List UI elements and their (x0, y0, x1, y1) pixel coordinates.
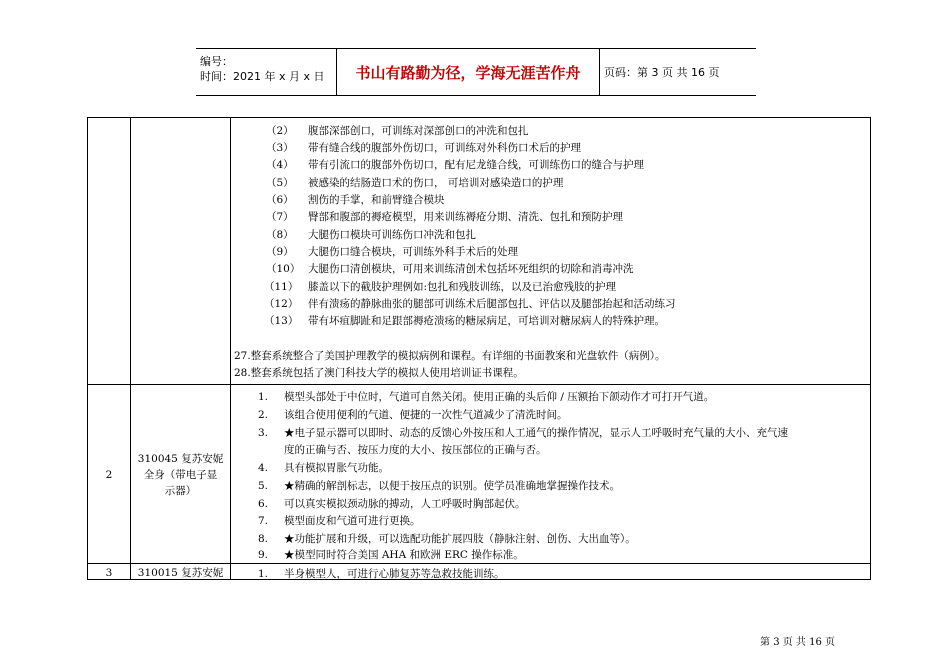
item-text: 伴有溃疡的静脉曲张的腿部可训练术后腿部包扎、评估以及腿部抬起和活动练习 (308, 298, 676, 310)
item-number: （5） (266, 177, 294, 189)
page-header (196, 48, 756, 96)
product-name-line3: 示器） (164, 485, 197, 497)
item-text: 膝盖以下的截肢护理例如:包扎和残肢训练，以及已治愈残肢的护理 (308, 281, 617, 293)
row-divider (88, 563, 870, 564)
spec-table (87, 117, 871, 580)
item-number: （3） (266, 142, 294, 154)
product-name: 310015 复苏安妮 (137, 567, 224, 579)
row-index: 2 (105, 469, 113, 481)
item-text: 腹部深部创口，可训练对深部创口的冲洗和包扎 (308, 125, 529, 137)
item-text: ★精确的解剖标志，以便于按压点的识别。使学员准确地掌握操作技术。 (284, 480, 620, 492)
item-text: 大腿伤口清创模块，可用来训练清创术包括坏死组织的切除和消毒冲洗 (308, 263, 634, 275)
item-text: ★电子显示器可以即时、动态的反馈心外按压和人工通气的操作情况，显示人工呼吸时充气量的大小、充气速 (284, 427, 788, 439)
item-text: ★功能扩展和升级，可以选配功能扩展四肢（静脉注射、创伤、大出血等）。 (284, 533, 636, 545)
item-number: 2. (258, 409, 269, 421)
item-text: 大腿伤口缝合模块，可训练外科手术后的处理 (308, 246, 518, 258)
header-page-info: 页码：第 3 页 共 16 页 (604, 66, 720, 79)
item-text: 模型面皮和气道可进行更换。 (284, 515, 421, 527)
item-text: 半身模型人，可进行心肺复苏等急救技能训练。 (284, 568, 505, 580)
item-number: （9） (266, 246, 294, 258)
item-number: 7. (258, 515, 269, 527)
item-text: 带有缝合线的腹部外伤切口，可训练对外科伤口术后的护理 (308, 142, 581, 154)
item-number: （11） (264, 281, 299, 293)
item-text: 模型头部处于中位时，气道可自然关闭。使用正确的头后仰 / 压额抬下颌动作才可打开气道。 (284, 391, 715, 403)
item-number: （10） (266, 263, 301, 275)
item-text: 可以真实模拟颈动脉的搏动，人工呼吸时胸部起伏。 (284, 498, 526, 510)
item-number: 3. (258, 427, 269, 439)
item-text: 带有引流口的腹部外伤切口，配有尼龙缝合线，可训练伤口的缝合与护理 (308, 159, 644, 171)
note-28: 28.整套系统包括了澳门科技大学的模拟人使用培训证书课程。 (234, 367, 524, 379)
item-number: （12） (264, 298, 299, 310)
item-number: （4） (266, 159, 294, 171)
product-name-line2: 全身（带电子显 (143, 469, 218, 481)
time-label: 时间：2021 年 x 月 x 日 (200, 70, 325, 83)
item-text: 该组合使用便利的气道、便捷的一次性气道减少了清洗时间。 (284, 409, 568, 421)
item-text: 带有坏疽脚趾和足跟部褥疮溃疡的糖尿病足，可培训对糖尿病人的特殊护理。 (308, 315, 665, 327)
item-number: 8. (258, 533, 269, 545)
item-number: （13） (264, 315, 299, 327)
page-footer: 第 3 页 共 16 页 (760, 637, 835, 648)
item-text: ★模型同时符合美国 AHA 和欧洲 ERC 操作标准。 (284, 549, 524, 561)
item-number: 6. (258, 498, 269, 510)
col-divider (230, 118, 231, 579)
item-text: 被感染的结肠造口术的伤口， 可培训对感染造口的护理 (308, 177, 564, 189)
row-index: 3 (105, 567, 113, 579)
item-text: 臀部和腹部的褥疮模型，用来训练褥疮分期、清洗、包扎和预防护理 (308, 211, 623, 223)
item-text-continued: 度的正确与否、按压力度的大小、按压部位的正确与否。 (284, 444, 547, 456)
item-number: （7） (266, 211, 294, 223)
serial-label: 编号： (200, 55, 233, 68)
item-number: 9. (258, 549, 269, 561)
item-number: 5. (258, 480, 269, 492)
item-number: （6） (266, 194, 294, 206)
item-number: 1. (258, 391, 269, 403)
item-text: 具有模拟胃胀气功能。 (284, 462, 389, 474)
item-number: （8） (266, 229, 294, 241)
item-number: （2） (266, 125, 294, 137)
note-27: 27.整套系统整合了美国护理教学的模拟病例和课程。有详细的书面教案和光盘软件（病例）。 (234, 350, 666, 362)
item-number: 1. (258, 568, 269, 580)
row-divider (88, 384, 870, 385)
header-motto: 书山有路勤为径，学海无涯苦作舟 (337, 49, 600, 95)
col-divider (130, 118, 131, 579)
item-text: 割伤的手掌，和前臂缝合模块 (308, 194, 445, 206)
item-text: 大腿伤口模块可训练伤口冲洗和包扎 (308, 229, 476, 241)
header-meta-cell (196, 49, 337, 95)
product-name-line1: 310045 复苏安妮 (137, 453, 224, 465)
item-number: 4. (258, 462, 269, 474)
